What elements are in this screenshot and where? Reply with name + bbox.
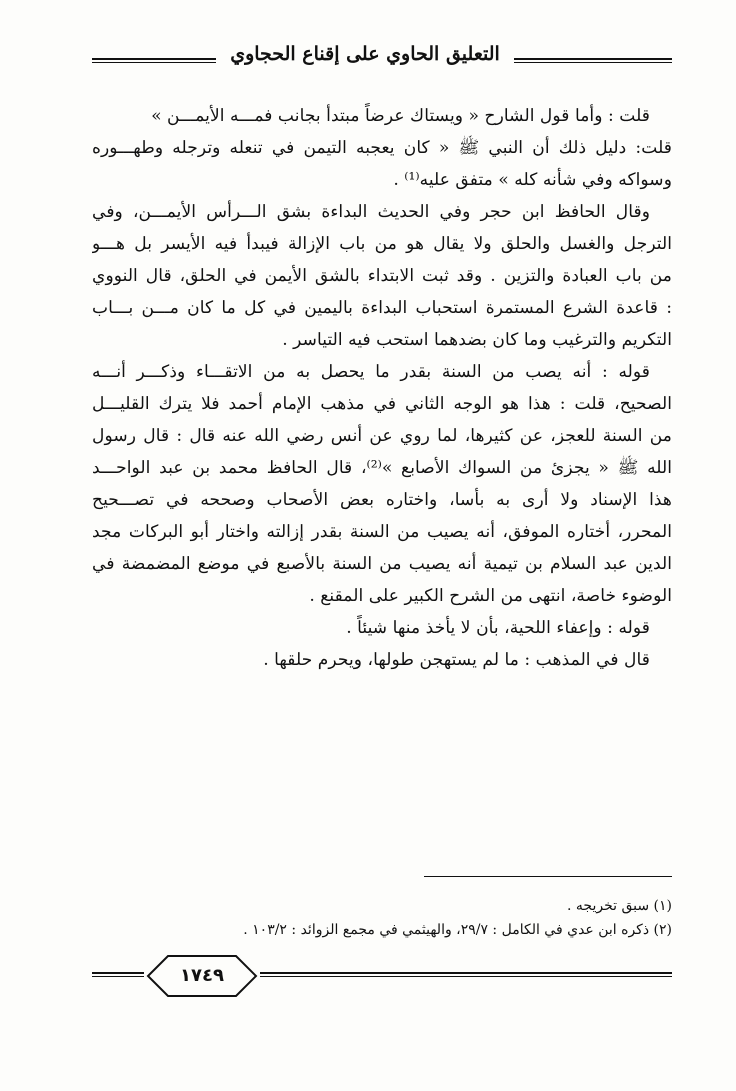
header-rule-left	[92, 58, 216, 63]
text-line: قال في المذهب : ما لم يستهجن طولها، ويحرم حلقها .	[263, 650, 650, 670]
text-line: المحرر، أختاره الموفق، أنه يصيب من السنة بقدر إزالته واختار أبو البركات مجد	[92, 522, 672, 542]
text-line: قلت : وأما قول الشارح « ويستاك عرضاً مبتدأ بجانب فمـــه الأيمـــن »	[151, 106, 650, 126]
footnotes	[92, 894, 672, 942]
text-line: قوله : أنه يصب من السنة بقدر ما يحصل به من الاتقـــاء وذكـــر أنـــه	[92, 362, 650, 382]
footnote-separator	[424, 876, 672, 877]
text-line: الوضوء خاصة، انتهى من الشرح الكبير على المقنع .	[309, 586, 672, 606]
page-number: ١٧٤٩	[180, 965, 224, 986]
text-line: قلت: دليل ذلك أن النبي ﷺ « كان يعجبه التيمن في تنعله وترجله وطهـــوره	[92, 138, 672, 158]
text-line: وسواكه وفي شأنه كله » متفق عليه⁽¹⁾ .	[393, 170, 672, 190]
text-line: الله ﷺ « يجزئ من السواك الأصابع »⁽²⁾، قال الحافظ محمد بن عبد الواحـــد	[92, 458, 672, 478]
text-line: الترجل والغسل والحلق ولا يقال هو من باب الإزالة فيبدأ فيه الأيسر بل هـــو	[92, 234, 672, 254]
text-line: الصحيح، قلت : هذا هو الوجه الثاني في مذهب الإمام أحمد فلا يترك القليـــل	[92, 394, 672, 414]
text-line: التكريم والترغيب وما كان بضدهما استحب فيه التياسر .	[282, 330, 672, 350]
text-line: هذا الإسناد ولا أرى به بأسا، واختاره بعض الأصحاب وصححه في تصـــحيح	[92, 490, 672, 510]
text-line: الدين عبد السلام بن تيمية أنه يصيب من السنة بالأصبع في موضع المضمضة في	[92, 554, 672, 574]
footnote-1: (١) سبق تخريجه .	[567, 898, 672, 914]
text-line: من السنة للعجز، عن كثيرها، لما روي عن أنس رضي الله عنه قال : قال رسول	[92, 426, 672, 446]
footnote-2: (٢) ذكره ابن عدي في الكامل : ٢٩/٧، والهيثمي في مجمع الزوائد : ١٠٣/٢ .	[243, 922, 672, 938]
text-line: وقال الحافظ ابن حجر وفي الحديث البداءة بشق الـــرأس الأيمـــن، وفي	[92, 202, 650, 222]
footer-rule-left	[92, 972, 144, 977]
text-line: من باب العبادة والتزين . وقد ثبت الابتداء بالشق الأيمن في الحلق، قال النووي	[92, 266, 672, 286]
running-header-title: التعليق الحاوي على إقناع الحجاوي	[230, 43, 500, 65]
footer-rule-right	[260, 972, 672, 977]
header-rule-right	[514, 58, 672, 63]
main-text	[92, 100, 672, 676]
text-line: : قاعدة الشرع المستمرة استحباب البداءة باليمين في كل ما كان مـــن بـــاب	[92, 298, 672, 318]
text-line: قوله : وإعفاء اللحية، بأن لا يأخذ منها شيئاً .	[346, 618, 650, 638]
